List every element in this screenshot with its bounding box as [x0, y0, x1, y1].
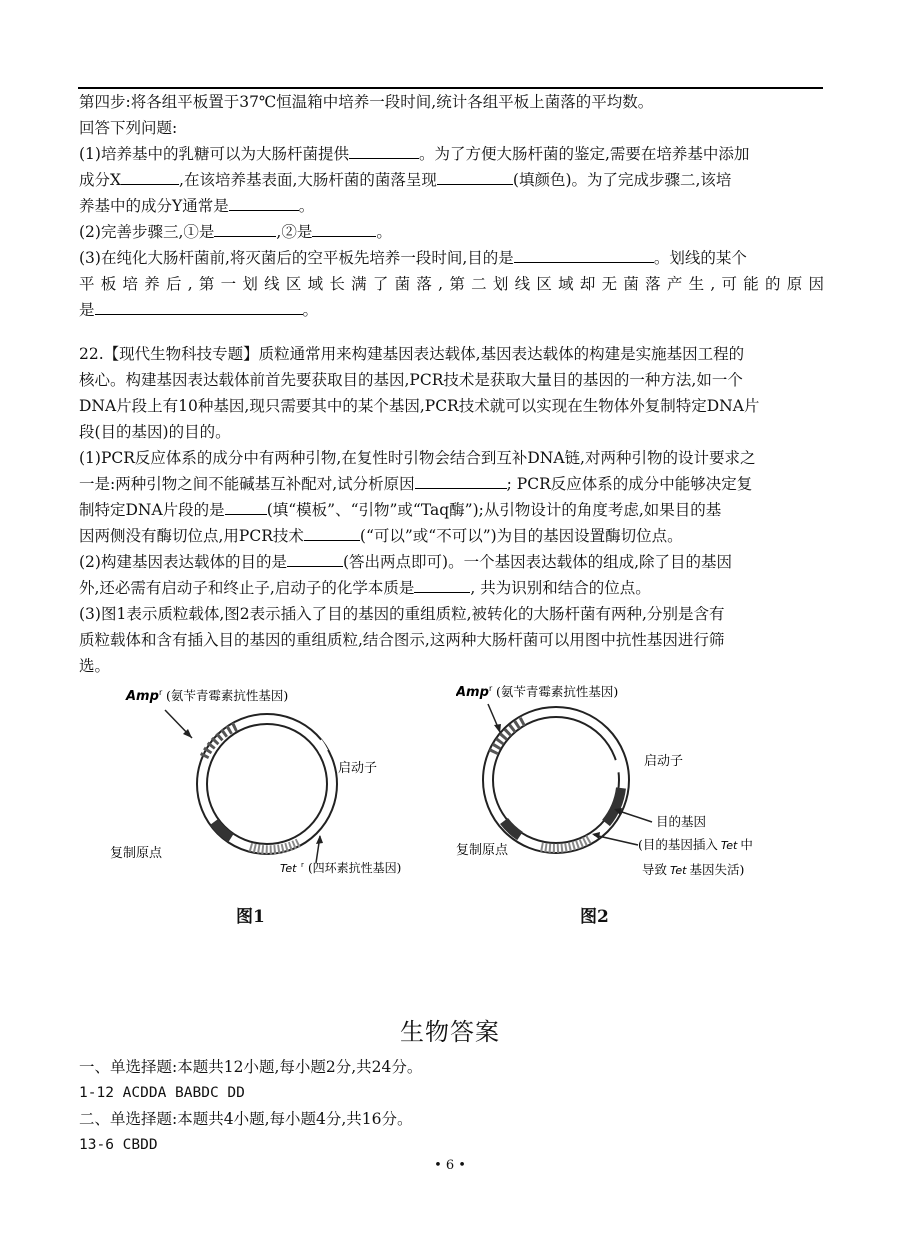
insert-note-line1: (目的基因插入 Tet 中 [638, 837, 753, 852]
promoter-label: 启动子 [338, 761, 378, 776]
amp-superscript: r [489, 684, 493, 693]
figure-2-caption: 图2 [580, 907, 609, 927]
answer-blank[interactable] [304, 523, 360, 541]
page-number: • 6 • [434, 1158, 466, 1173]
q22-intro-end: 段(目的基因)的目的。 [79, 423, 231, 441]
plasmid-outer-ring [483, 707, 629, 853]
tet-description: (四环素抗性基因) [308, 861, 402, 875]
insert-note-line2: 导致 Tet 基因失活) [642, 862, 745, 877]
q22-sub-1-cont: 一是:两种引物之间不能碱基互补配对,试分析原因 ; PCR反应体系的成分中能够决定复 [79, 471, 824, 497]
insert-pointer-arrow [594, 835, 638, 845]
q22-sub-1-cont2: 制特定DNA片段的是 (填“模板”、“引物”或“Taq酶”);从引物设计的角度考虑,如果目的基 [79, 497, 824, 523]
amp-arrowhead [494, 724, 501, 733]
answer-prompt: 回答下列问题: [79, 119, 178, 137]
figure-1-caption: 图1 [236, 907, 265, 927]
target-gene-label: 目的基因 [656, 814, 707, 829]
amp-label: Amp [456, 685, 489, 700]
ori-label: 复制原点 [456, 843, 509, 858]
answer-blank[interactable] [414, 575, 470, 593]
answers-section-1-key: 1-12 ACDDA BABDC DD [79, 1085, 245, 1101]
q22-sub-1-end: 因两侧没有酶切位点,用PCR技术 (“可以”或“不可以”)为目的基因设置酶切位点。 [79, 523, 824, 549]
answer-blank[interactable] [514, 245, 654, 263]
question-2: (2)完善步骤三,①是 ,②是 。 [79, 219, 824, 245]
answers-section-2-heading: 二、单选择题:本题共4小题,每小题4分,共16分。 [79, 1110, 413, 1128]
answer-blank[interactable] [229, 193, 299, 211]
question-3-end: 是 。 [79, 297, 824, 323]
previous-question-section [79, 89, 824, 323]
tet-arrowhead [316, 835, 323, 844]
tet-label: Tet [280, 862, 297, 875]
question-1-cont: 成分X ,在该培养基表面,大肠杆菌的菌落呈现 (填颜色)。为了完成步骤二,该培 [79, 167, 824, 193]
answer-blank[interactable] [349, 141, 419, 159]
q22-sub-3-cont: 质粒载体和含有插入目的基因的重组质粒,结合图示,这两种大肠杆菌可以用图中抗性基因进行筛 [79, 631, 725, 649]
answers-section [79, 1054, 824, 1158]
plasmid-inner-ring [207, 724, 327, 844]
answer-blank[interactable] [415, 471, 507, 489]
answers-section-1-heading: 一、单选择题:本题共12小题,每小题2分,共24分。 [79, 1058, 423, 1076]
plasmid-diagram-2 [456, 680, 796, 895]
q22-sub-2-cont: 外,还必需有启动子和终止子,启动子的化学本质是 , 共为识别和结合的位点。 [79, 575, 824, 601]
question-1-end: 养基中的成分Y通常是 。 [79, 193, 824, 219]
target-pointer-arrow [616, 810, 652, 822]
ori-label: 复制原点 [110, 846, 163, 861]
question-22-section [79, 341, 824, 679]
q22-sub-1: (1)PCR反应体系的成分中有两种引物,在复性时引物会结合到互补DNA链,对两种引物的设计要求之 [79, 449, 756, 467]
q22-intro-cont2: DNA片段上有10种基因,现只需要其中的某个基因,PCR技术就可以实现在生物体外复制特定DNA片 [79, 397, 760, 415]
answer-blank[interactable] [95, 297, 303, 315]
promoter-segment [318, 742, 324, 752]
question-1: (1)培养基中的乳糖可以为大肠杆菌提供 。为了方便大肠杆菌的鉴定,需要在培养基中添加 [79, 141, 824, 167]
answer-blank[interactable] [437, 167, 513, 185]
answer-blank[interactable] [121, 167, 179, 185]
q22-sub-3: (3)图1表示质粒载体,图2表示插入了目的基因的重组质粒,被转化的大肠杆菌有两种,分别是含有 [79, 605, 725, 623]
figure-2-recombinant-plasmid [456, 680, 796, 895]
answers-title: 生物答案 [400, 1018, 500, 1046]
q22-sub-3-end: 选。 [79, 657, 111, 675]
promoter-segment [616, 760, 620, 772]
step-four: 第四步:将各组平板置于37℃恒温箱中培养一段时间,统计各组平板上菌落的平均数。 [79, 93, 654, 111]
answers-section-2-key: 13-6 CBDD [79, 1137, 158, 1153]
amp-label: Amp [126, 689, 159, 704]
answer-blank[interactable] [214, 219, 276, 237]
insert-arrowhead [592, 832, 600, 839]
tet-superscript: r [301, 861, 304, 869]
amp-description: (氨苄青霉素抗性基因) [496, 684, 619, 699]
amp-description: (氨苄青霉素抗性基因) [166, 688, 289, 703]
question-3-cont: 平板培养后,第一划线区域长满了菌落,第二划线区域却无菌落产生,可能的原因 [79, 275, 824, 293]
answer-blank[interactable] [312, 219, 376, 237]
question-3: (3)在纯化大肠杆菌前,将灭菌后的空平板先培养一段时间,目的是 。划线的某个 [79, 245, 824, 271]
q22-intro-cont: 核心。构建基因表达载体前首先要获取目的基因,PCR技术是获取大量目的基因的一种方法,如一个 [79, 371, 743, 389]
amp-superscript: r [159, 688, 163, 697]
answer-blank[interactable] [287, 549, 343, 567]
figure-1-plasmid-vector [110, 680, 440, 895]
q22-intro: 22.【现代生物科技专题】质粒通常用来构建基因表达载体,基因表达载体的构建是实施基因工程的 [79, 345, 745, 363]
answer-blank[interactable] [225, 497, 267, 515]
q22-sub-2: (2)构建基因表达载体的目的是 (答出两点即可)。一个基因表达载体的组成,除了目的基因 [79, 549, 824, 575]
promoter-label: 启动子 [644, 754, 684, 769]
plasmid-diagram-1 [110, 680, 440, 895]
amp-gene-segment [204, 726, 237, 757]
